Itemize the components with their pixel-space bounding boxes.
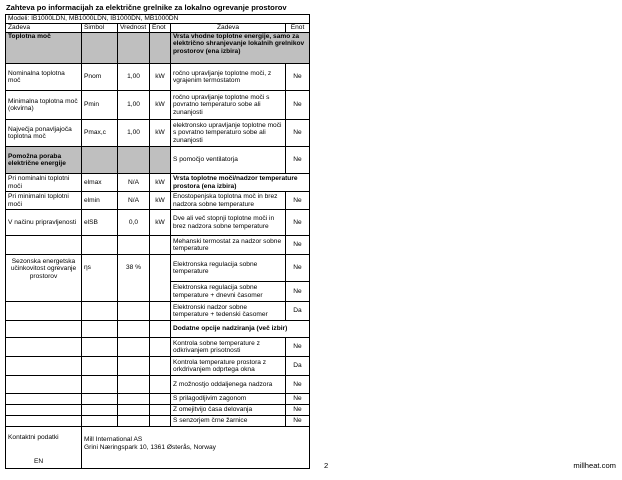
- row-label: S senzorjem črne žarnice: [171, 416, 286, 427]
- row-symbol: elmax: [82, 174, 118, 192]
- row-label: Mehanski termostat za nadzor sobne temperature: [171, 236, 286, 255]
- efficiency-symbol: ηs: [82, 255, 118, 302]
- table-row: [6, 120, 310, 147]
- row-label: Nominalna toplotna moč: [6, 64, 82, 91]
- row-label: elektronsko upravljanje toplotne moči s povratno temperaturo sobe ali zunanjosti: [171, 120, 286, 147]
- row-value: Ne: [286, 210, 310, 236]
- row-label: Minimalna toplotna moč (okvirna): [6, 91, 82, 120]
- table-row: [6, 321, 310, 338]
- row-symbol: Pmax,c: [82, 120, 118, 147]
- contact-info-cell: [82, 427, 310, 469]
- row-unit: kW: [150, 120, 171, 147]
- efficiency-value: 38 %: [118, 255, 150, 302]
- row-unit: kW: [150, 210, 171, 236]
- row-label: V načinu pripravljenosti: [6, 210, 82, 236]
- header-row: [6, 24, 310, 33]
- company-address: Grini Næringspark 10, 1361 Østerås, Norway: [84, 444, 216, 452]
- row-symbol: elmin: [82, 192, 118, 210]
- section-row: [6, 147, 310, 174]
- row-label: Elektronski nadzor sobne temperature + tedenski časomer: [171, 302, 286, 321]
- row-value: Ne: [286, 282, 310, 302]
- table-row: [6, 174, 310, 192]
- table-row: [6, 91, 310, 120]
- table-row: [6, 64, 310, 91]
- row-label: Enostopenjska toplotna moč in brez nadzora sobne temperature: [171, 192, 286, 210]
- row-label: Elektronska regulacija sobne temperature: [171, 255, 286, 282]
- company-name: Mill International AS: [84, 436, 143, 443]
- table-row: [6, 192, 310, 210]
- row-value: N/A: [118, 192, 150, 210]
- efficiency-label: Sezonska energetska učinkovitost ogrevanje prostorov: [6, 255, 82, 302]
- language-code: EN: [34, 457, 44, 465]
- section-row: [6, 33, 310, 64]
- row-symbol: Pmin: [82, 91, 118, 120]
- header-zadeva-right: Zadeva: [171, 24, 286, 33]
- row-value: Ne: [286, 376, 310, 394]
- header-simbol: Simbol: [82, 24, 118, 33]
- header-enot-right: Enot: [286, 24, 310, 33]
- row-value: Ne: [286, 64, 310, 91]
- page-number: 2: [324, 461, 329, 470]
- row-value: Ne: [286, 255, 310, 282]
- row-unit: kW: [150, 174, 171, 192]
- section-heading: Toplotna moč: [6, 33, 82, 64]
- row-unit: kW: [150, 91, 171, 120]
- table-row: [6, 255, 310, 282]
- row-value: 1,00: [118, 120, 150, 147]
- row-label: Kontrola sobne temperature z odkrivanjem prisotnosti: [171, 338, 286, 357]
- row-label: Kontrola temperature prostora z orkdrivanjem odprtega okna: [171, 357, 286, 376]
- table-row: [6, 357, 310, 376]
- row-label: Največja ponavljajoča toplotna moč: [6, 120, 82, 147]
- row-value: 0,0: [118, 210, 150, 236]
- table-row: [6, 210, 310, 236]
- table-row: [6, 236, 310, 255]
- section-heading: Dodatne opcije nadziranja (več izbir): [171, 321, 310, 338]
- row-unit: kW: [150, 64, 171, 91]
- row-value: Da: [286, 302, 310, 321]
- row-value: Ne: [286, 405, 310, 416]
- contact-row: [6, 427, 310, 469]
- row-label: ročno upravljanje toplotne moči, z vgrajenim termostatom: [171, 64, 286, 91]
- row-label: S pomočjo ventilatorja: [171, 147, 286, 174]
- row-label: Z omejitvijo časa delovanja: [171, 405, 286, 416]
- row-label: Elektronska regulacija sobne temperature + dnevni časomer: [171, 282, 286, 302]
- row-value: Ne: [286, 394, 310, 405]
- row-symbol: elSB: [82, 210, 118, 236]
- table-row: [6, 416, 310, 427]
- row-label: Pri minimalni toplotni moči: [6, 192, 82, 210]
- row-label: Z možnostjo oddaljenega nadzora: [171, 376, 286, 394]
- row-value: N/A: [118, 174, 150, 192]
- models-row: [6, 15, 310, 24]
- section-heading: Pomožna poraba električne energije: [6, 147, 82, 174]
- contact-label-cell: [6, 427, 82, 469]
- header-zadeva: Zadeva: [6, 24, 82, 33]
- row-label: S prilagodljivim zagonom: [171, 394, 286, 405]
- row-label: Dve ali več stopnji toplotne moči in brez nadzora sobne temperature: [171, 210, 286, 236]
- contact-label: Kontaktni podatki: [8, 434, 59, 441]
- row-value: 1,00: [118, 91, 150, 120]
- row-value: Ne: [286, 236, 310, 255]
- website-label: millheat.com: [573, 461, 616, 470]
- table-row: [6, 302, 310, 321]
- product-info-table: [5, 14, 310, 469]
- document-title: Zahteva po informacijah za električne grelnike za lokalno ogrevanje prostorov: [6, 3, 287, 12]
- table-row: [6, 376, 310, 394]
- header-vrednost: Vrednost: [118, 24, 150, 33]
- header-enot: Enot: [150, 24, 171, 33]
- section-heading: Vrsta vhodne toplotne energije, samo za električno shranjevanje lokalnih grelnikov prostorov (ena izbira): [171, 33, 310, 64]
- table-row: [6, 338, 310, 357]
- section-heading: Vrsta toplotne moči/nadzor temperature prostora (ena izbira): [171, 174, 310, 192]
- table-row: [6, 405, 310, 416]
- row-value: Ne: [286, 338, 310, 357]
- row-value: Ne: [286, 147, 310, 174]
- models-cell: Modeli: IB1000LDN, MB1000LDN, IB1000DN, MB1000DN: [6, 15, 310, 24]
- row-unit: kW: [150, 192, 171, 210]
- row-value: Ne: [286, 120, 310, 147]
- row-value: Ne: [286, 91, 310, 120]
- row-label: ročno upravljanje toplotne moči s povratno temperaturo sobe ali zunanjosti: [171, 91, 286, 120]
- row-value: Ne: [286, 192, 310, 210]
- row-value: Da: [286, 357, 310, 376]
- row-value: Ne: [286, 416, 310, 427]
- row-label: Pri nominalni toplotni moči: [6, 174, 82, 192]
- table-row: [6, 394, 310, 405]
- row-symbol: Pnom: [82, 64, 118, 91]
- row-value: 1,00: [118, 64, 150, 91]
